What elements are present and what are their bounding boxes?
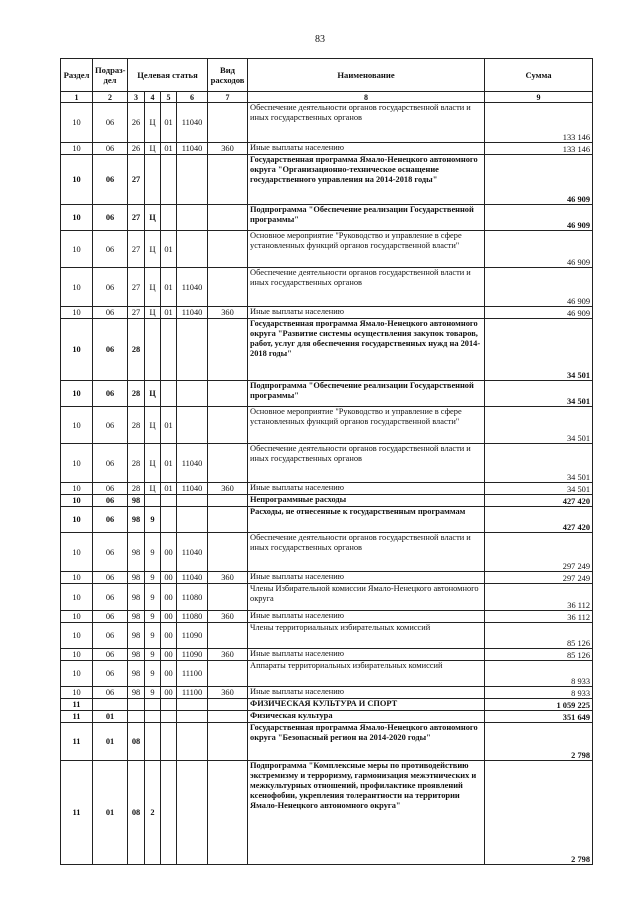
table-row	[61, 407, 593, 444]
cell-name: Подпрограмма "Комплексные меры по противодействию экстремизму и терроризму, гармонизация межэтнических и межкультурных отношений, профилактике проявлений ксенофобии, укрепления толерантности на территории Ямало-Ненецкого автономного округа"	[248, 761, 485, 865]
cell-sum: 351 649	[485, 711, 593, 723]
cell-cs3: 01	[161, 307, 177, 319]
cell-name: Обеспечение деятельности органов государственной власти и иных государственных органов	[248, 444, 485, 483]
cell-name: Физическая культура	[248, 711, 485, 723]
cell-sum: 34 501	[485, 483, 593, 495]
cell-cs1: 27	[128, 205, 145, 231]
cell-cs4: 11100	[177, 687, 208, 699]
table-row	[61, 507, 593, 533]
cell-cs3: 01	[161, 268, 177, 307]
cell-vid	[208, 103, 248, 143]
cell-cs4: 11080	[177, 584, 208, 611]
cell-cs4: 11040	[177, 103, 208, 143]
column-number: 5	[161, 92, 177, 103]
cell-cs2: 9	[145, 572, 161, 584]
cell-name: Подпрограмма "Обеспечение реализации Государственной программы"	[248, 205, 485, 231]
cell-cs4: 11040	[177, 268, 208, 307]
cell-cs3	[161, 723, 177, 761]
table-row	[61, 444, 593, 483]
cell-cs1: 98	[128, 649, 145, 661]
cell-vid	[208, 444, 248, 483]
cell-cs2	[145, 699, 161, 711]
cell-name: Иные выплаты населению	[248, 143, 485, 155]
table-row	[61, 483, 593, 495]
cell-vid	[208, 711, 248, 723]
cell-sum: 85 126	[485, 649, 593, 661]
cell-vid: 360	[208, 687, 248, 699]
cell-name: Государственная программа Ямало-Ненецкого автономного округа "Организационно-техническое оснащение государственного управления на 2014-2018 годы"	[248, 155, 485, 205]
cell-cs4: 11040	[177, 143, 208, 155]
cell-razdel: 10	[61, 483, 93, 495]
cell-cs1: 98	[128, 533, 145, 572]
cell-cs1: 27	[128, 307, 145, 319]
cell-sum: 34 501	[485, 381, 593, 407]
cell-razdel: 10	[61, 407, 93, 444]
cell-razdel: 10	[61, 231, 93, 268]
cell-cs1: 98	[128, 584, 145, 611]
cell-cs4	[177, 319, 208, 381]
cell-cs2	[145, 155, 161, 205]
column-number-row	[61, 92, 593, 103]
cell-podrazdel: 06	[93, 143, 128, 155]
cell-cs1: 98	[128, 623, 145, 649]
cell-cs1: 27	[128, 155, 145, 205]
cell-cs1	[128, 699, 145, 711]
column-number: 3	[128, 92, 145, 103]
cell-podrazdel: 06	[93, 623, 128, 649]
cell-sum: 297 249	[485, 533, 593, 572]
cell-podrazdel: 06	[93, 533, 128, 572]
column-number: 2	[93, 92, 128, 103]
cell-cs3	[161, 711, 177, 723]
cell-cs2: 9	[145, 649, 161, 661]
cell-vid	[208, 268, 248, 307]
cell-sum: 2 798	[485, 723, 593, 761]
table-row	[61, 711, 593, 723]
cell-vid	[208, 155, 248, 205]
column-number: 9	[485, 92, 593, 103]
col-summa: Сумма	[485, 59, 593, 92]
column-number: 7	[208, 92, 248, 103]
page-number: 83	[315, 34, 325, 45]
col-razdel: Раздел	[61, 59, 93, 92]
cell-cs4	[177, 381, 208, 407]
cell-cs4	[177, 231, 208, 268]
cell-cs3: 01	[161, 103, 177, 143]
cell-razdel: 10	[61, 307, 93, 319]
cell-podrazdel: 06	[93, 381, 128, 407]
cell-podrazdel: 06	[93, 661, 128, 687]
table-row	[61, 687, 593, 699]
cell-cs3: 00	[161, 687, 177, 699]
cell-razdel: 10	[61, 533, 93, 572]
cell-vid: 360	[208, 572, 248, 584]
cell-cs1: 98	[128, 507, 145, 533]
cell-cs2: Ц	[145, 407, 161, 444]
cell-vid	[208, 495, 248, 507]
cell-vid: 360	[208, 649, 248, 661]
cell-razdel: 10	[61, 572, 93, 584]
table-row	[61, 723, 593, 761]
table-row	[61, 103, 593, 143]
cell-name: Непрограммные расходы	[248, 495, 485, 507]
cell-razdel: 10	[61, 584, 93, 611]
cell-cs2: 9	[145, 611, 161, 623]
cell-razdel: 10	[61, 495, 93, 507]
cell-sum: 8 933	[485, 661, 593, 687]
cell-podrazdel: 06	[93, 572, 128, 584]
cell-sum: 34 501	[485, 407, 593, 444]
cell-name: Иные выплаты населению	[248, 483, 485, 495]
cell-podrazdel: 06	[93, 611, 128, 623]
header-row	[61, 59, 593, 92]
table-row	[61, 381, 593, 407]
cell-razdel: 10	[61, 103, 93, 143]
cell-podrazdel	[93, 699, 128, 711]
cell-cs4	[177, 407, 208, 444]
cell-name: Иные выплаты населению	[248, 572, 485, 584]
cell-sum: 8 933	[485, 687, 593, 699]
cell-cs3: 00	[161, 661, 177, 687]
table-row	[61, 155, 593, 205]
cell-podrazdel: 06	[93, 649, 128, 661]
table-row	[61, 584, 593, 611]
cell-cs3: 01	[161, 143, 177, 155]
cell-cs1: 08	[128, 761, 145, 865]
cell-cs2	[145, 495, 161, 507]
cell-cs2: 9	[145, 533, 161, 572]
table-row	[61, 268, 593, 307]
cell-name: ФИЗИЧЕСКАЯ КУЛЬТУРА И СПОРТ	[248, 699, 485, 711]
cell-cs2: 9	[145, 623, 161, 649]
cell-sum: 427 420	[485, 495, 593, 507]
cell-cs4: 11040	[177, 307, 208, 319]
cell-vid: 360	[208, 143, 248, 155]
cell-name: Члены территориальных избирательных комиссий	[248, 623, 485, 649]
cell-cs1: 98	[128, 495, 145, 507]
cell-cs2: Ц	[145, 103, 161, 143]
cell-cs4: 11040	[177, 572, 208, 584]
cell-name: Иные выплаты населению	[248, 649, 485, 661]
cell-razdel: 10	[61, 381, 93, 407]
cell-podrazdel: 01	[93, 711, 128, 723]
cell-sum: 46 909	[485, 268, 593, 307]
cell-sum: 2 798	[485, 761, 593, 865]
col-vid: Вид расходов	[208, 59, 248, 92]
table-row	[61, 205, 593, 231]
cell-cs3	[161, 155, 177, 205]
cell-vid	[208, 761, 248, 865]
table-row	[61, 319, 593, 381]
cell-cs2: Ц	[145, 231, 161, 268]
table-row	[61, 572, 593, 584]
table-row	[61, 649, 593, 661]
cell-sum: 46 909	[485, 205, 593, 231]
cell-cs1: 28	[128, 319, 145, 381]
cell-cs1: 28	[128, 407, 145, 444]
cell-cs3: 01	[161, 407, 177, 444]
cell-sum: 46 909	[485, 231, 593, 268]
column-number: 6	[177, 92, 208, 103]
cell-cs3: 00	[161, 533, 177, 572]
cell-name: Расходы, не отнесенные к государственным программам	[248, 507, 485, 533]
cell-podrazdel: 06	[93, 231, 128, 268]
cell-cs3	[161, 381, 177, 407]
cell-podrazdel: 06	[93, 319, 128, 381]
cell-cs4: 11090	[177, 623, 208, 649]
cell-razdel: 11	[61, 761, 93, 865]
cell-cs3	[161, 699, 177, 711]
cell-sum: 34 501	[485, 319, 593, 381]
cell-cs2: Ц	[145, 381, 161, 407]
cell-cs4: 11040	[177, 533, 208, 572]
cell-podrazdel: 06	[93, 268, 128, 307]
cell-sum: 297 249	[485, 572, 593, 584]
cell-cs2: Ц	[145, 483, 161, 495]
cell-podrazdel: 06	[93, 103, 128, 143]
cell-cs2: 2	[145, 761, 161, 865]
table-row	[61, 533, 593, 572]
cell-cs1: 26	[128, 103, 145, 143]
cell-podrazdel: 06	[93, 307, 128, 319]
cell-vid	[208, 699, 248, 711]
cell-cs4	[177, 495, 208, 507]
table-row	[61, 495, 593, 507]
cell-cs4	[177, 723, 208, 761]
cell-cs1: 98	[128, 572, 145, 584]
cell-sum: 427 420	[485, 507, 593, 533]
cell-cs2: 9	[145, 687, 161, 699]
cell-name: Обеспечение деятельности органов государственной власти и иных государственных органов	[248, 268, 485, 307]
cell-podrazdel: 06	[93, 495, 128, 507]
cell-sum: 1 059 225	[485, 699, 593, 711]
cell-razdel: 10	[61, 687, 93, 699]
cell-cs3	[161, 761, 177, 865]
cell-cs1: 28	[128, 483, 145, 495]
cell-vid	[208, 623, 248, 649]
cell-cs3: 00	[161, 623, 177, 649]
cell-cs4	[177, 155, 208, 205]
cell-sum: 133 146	[485, 103, 593, 143]
cell-vid	[208, 723, 248, 761]
cell-cs2: Ц	[145, 205, 161, 231]
cell-cs4	[177, 205, 208, 231]
cell-razdel: 10	[61, 444, 93, 483]
cell-vid: 360	[208, 611, 248, 623]
cell-razdel: 10	[61, 623, 93, 649]
cell-cs2	[145, 319, 161, 381]
cell-sum: 133 146	[485, 143, 593, 155]
cell-cs4	[177, 711, 208, 723]
cell-name: Основное мероприятие "Руководство и управление в сфере установленных функций органов государственной власти"	[248, 407, 485, 444]
cell-vid	[208, 661, 248, 687]
cell-vid: 360	[208, 483, 248, 495]
cell-vid	[208, 584, 248, 611]
cell-podrazdel: 01	[93, 723, 128, 761]
cell-podrazdel: 06	[93, 155, 128, 205]
cell-vid	[208, 205, 248, 231]
cell-cs2: 9	[145, 661, 161, 687]
cell-razdel: 10	[61, 649, 93, 661]
table-row	[61, 623, 593, 649]
cell-name: Основное мероприятие "Руководство и управление в сфере установленных функций органов государственной власти"	[248, 231, 485, 268]
cell-cs2: 9	[145, 507, 161, 533]
cell-vid	[208, 381, 248, 407]
cell-cs3	[161, 319, 177, 381]
col-podrazdel: Подраз- дел	[93, 59, 128, 92]
cell-name: Государственная программа Ямало-Ненецкого автономного округа "Безопасный регион на 2014-2020 годы"	[248, 723, 485, 761]
cell-razdel: 10	[61, 507, 93, 533]
cell-cs4: 11080	[177, 611, 208, 623]
cell-cs1: 26	[128, 143, 145, 155]
cell-razdel: 11	[61, 711, 93, 723]
cell-name: Иные выплаты населению	[248, 611, 485, 623]
cell-name: Члены Избирательной комиссии Ямало-Ненецкого автономного округа	[248, 584, 485, 611]
cell-name: Иные выплаты населению	[248, 687, 485, 699]
cell-cs2: Ц	[145, 143, 161, 155]
cell-razdel: 10	[61, 611, 93, 623]
table-row	[61, 307, 593, 319]
cell-cs3: 00	[161, 584, 177, 611]
cell-cs3	[161, 205, 177, 231]
cell-razdel: 10	[61, 268, 93, 307]
cell-name: Иные выплаты населению	[248, 307, 485, 319]
cell-name: Государственная программа Ямало-Ненецкого автономного округа "Развитие системы осуществления закупок товаров, работ, услуг для обеспечения государственных нужд на 2014-2018 годы"	[248, 319, 485, 381]
cell-podrazdel: 06	[93, 205, 128, 231]
cell-cs2: Ц	[145, 268, 161, 307]
cell-podrazdel: 06	[93, 687, 128, 699]
cell-razdel: 10	[61, 205, 93, 231]
cell-name: Обеспечение деятельности органов государственной власти и иных государственных органов	[248, 103, 485, 143]
cell-name: Аппараты территориальных избирательных комиссий	[248, 661, 485, 687]
budget-table	[60, 58, 593, 865]
cell-vid: 360	[208, 307, 248, 319]
cell-cs1: 08	[128, 723, 145, 761]
cell-cs4	[177, 761, 208, 865]
cell-sum: 36 112	[485, 611, 593, 623]
cell-cs3: 01	[161, 444, 177, 483]
table-row	[61, 761, 593, 865]
cell-podrazdel: 06	[93, 507, 128, 533]
cell-vid	[208, 407, 248, 444]
cell-cs1: 27	[128, 268, 145, 307]
column-number: 8	[248, 92, 485, 103]
cell-vid	[208, 533, 248, 572]
cell-razdel: 10	[61, 143, 93, 155]
cell-podrazdel: 06	[93, 584, 128, 611]
column-number: 4	[145, 92, 161, 103]
table-row	[61, 611, 593, 623]
cell-sum: 34 501	[485, 444, 593, 483]
cell-sum: 46 909	[485, 155, 593, 205]
cell-cs2: 9	[145, 584, 161, 611]
col-name: Наименование	[248, 59, 485, 92]
cell-razdel: 11	[61, 699, 93, 711]
cell-cs4	[177, 699, 208, 711]
cell-razdel: 10	[61, 155, 93, 205]
cell-cs4: 11040	[177, 483, 208, 495]
cell-cs3	[161, 495, 177, 507]
cell-podrazdel: 06	[93, 483, 128, 495]
table-row	[61, 661, 593, 687]
cell-cs1: 98	[128, 611, 145, 623]
table-body	[61, 103, 593, 865]
cell-podrazdel: 01	[93, 761, 128, 865]
cell-razdel: 11	[61, 723, 93, 761]
cell-cs2	[145, 711, 161, 723]
cell-cs1: 27	[128, 231, 145, 268]
cell-cs1: 98	[128, 687, 145, 699]
cell-cs3: 01	[161, 231, 177, 268]
cell-cs2	[145, 723, 161, 761]
table-row	[61, 699, 593, 711]
cell-name: Подпрограмма "Обеспечение реализации Государственной программы"	[248, 381, 485, 407]
cell-razdel: 10	[61, 661, 93, 687]
cell-vid	[208, 319, 248, 381]
cell-cs4: 11040	[177, 444, 208, 483]
cell-podrazdel: 06	[93, 407, 128, 444]
cell-vid	[208, 231, 248, 268]
cell-cs3: 00	[161, 649, 177, 661]
cell-cs3: 00	[161, 572, 177, 584]
col-celevaya: Целевая статья	[128, 59, 208, 92]
cell-cs3	[161, 507, 177, 533]
cell-cs1: 98	[128, 661, 145, 687]
cell-sum: 36 112	[485, 584, 593, 611]
cell-cs2: Ц	[145, 307, 161, 319]
cell-cs3: 01	[161, 483, 177, 495]
cell-name: Обеспечение деятельности органов государственной власти и иных государственных органов	[248, 533, 485, 572]
table-row	[61, 143, 593, 155]
cell-sum: 85 126	[485, 623, 593, 649]
cell-cs4: 11090	[177, 649, 208, 661]
column-number: 1	[61, 92, 93, 103]
cell-vid	[208, 507, 248, 533]
cell-cs4	[177, 507, 208, 533]
cell-cs3: 00	[161, 611, 177, 623]
cell-cs1: 28	[128, 444, 145, 483]
table-row	[61, 231, 593, 268]
cell-cs1	[128, 711, 145, 723]
cell-sum: 46 909	[485, 307, 593, 319]
cell-razdel: 10	[61, 319, 93, 381]
cell-cs4: 11100	[177, 661, 208, 687]
cell-cs2: Ц	[145, 444, 161, 483]
cell-cs1: 28	[128, 381, 145, 407]
cell-podrazdel: 06	[93, 444, 128, 483]
